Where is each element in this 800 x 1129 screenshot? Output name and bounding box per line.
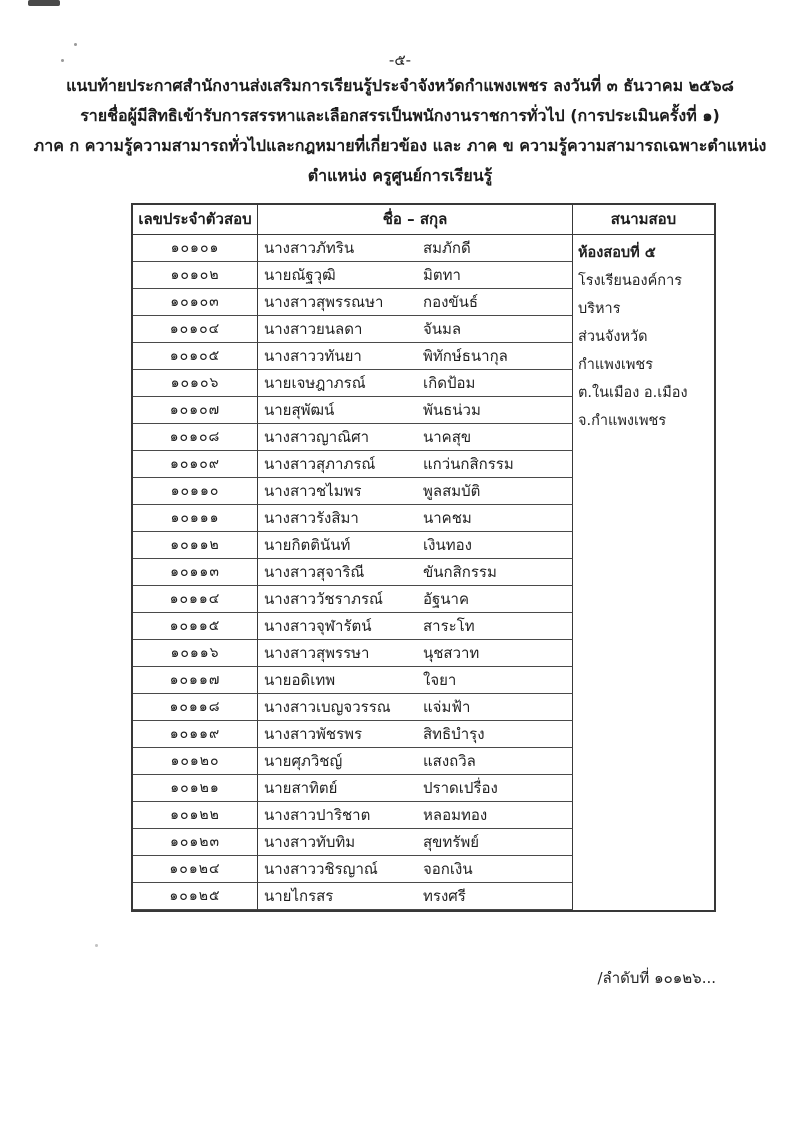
last-name: สาระโท bbox=[423, 617, 475, 635]
scan-speck bbox=[74, 43, 77, 46]
exam-room-label: ห้องสอบที่ ๕ bbox=[578, 245, 656, 261]
candidate-name-cell bbox=[258, 667, 573, 694]
candidate-name-cell bbox=[258, 721, 573, 748]
last-name: แสงถวิล bbox=[423, 752, 476, 770]
last-name: พันธน่วม bbox=[423, 401, 481, 419]
exam-id-cell: ๑๐๑๐๖ bbox=[133, 370, 258, 397]
first-name: นางสาวสุภาภรณ์ bbox=[264, 455, 376, 473]
exam-id-cell: ๑๐๑๐๘ bbox=[133, 424, 258, 451]
last-name: ทรงศรี bbox=[423, 887, 466, 905]
candidate-name-cell bbox=[258, 289, 573, 316]
first-name: นายศุภวิชญ์ bbox=[264, 752, 343, 770]
candidate-name-cell bbox=[258, 316, 573, 343]
first-name: นางสาวสุจาริณี bbox=[264, 563, 365, 581]
candidate-name-cell bbox=[258, 586, 573, 613]
exam-venue-cell bbox=[573, 235, 714, 910]
first-name: นางสาววัชราภรณ์ bbox=[264, 590, 383, 608]
footer-continuation-note: /ลำดับที่ ๑๐๑๒๖... bbox=[597, 969, 716, 987]
exam-id-cell: ๑๐๑๐๑ bbox=[133, 235, 258, 262]
exam-id-cell: ๑๐๑๐๗ bbox=[133, 397, 258, 424]
candidate-name-cell bbox=[258, 424, 573, 451]
first-name: นางสาวภัทริน bbox=[264, 239, 355, 257]
candidate-name-cell bbox=[258, 397, 573, 424]
last-name: แจ่มฟ้า bbox=[423, 698, 471, 716]
exam-id-cell: ๑๐๑๒๐ bbox=[133, 748, 258, 775]
column-header-name: ชื่อ – สกุล bbox=[258, 205, 573, 235]
candidate-name-cell bbox=[258, 235, 573, 262]
first-name: นายอดิเทพ bbox=[264, 671, 336, 689]
candidate-name-cell bbox=[258, 451, 573, 478]
exam-id-cell: ๑๐๑๐๙ bbox=[133, 451, 258, 478]
first-name: นายกิตตินันท์ bbox=[264, 536, 351, 554]
exam-id-cell: ๑๐๑๑๑ bbox=[133, 505, 258, 532]
candidate-name-cell bbox=[258, 262, 573, 289]
first-name: นายสาทิตย์ bbox=[264, 779, 338, 797]
candidate-name-cell bbox=[258, 532, 573, 559]
last-name: นาคชม bbox=[423, 509, 472, 527]
first-name: นางสาวยนลดา bbox=[264, 320, 363, 338]
candidate-name-cell bbox=[258, 370, 573, 397]
candidate-name-cell bbox=[258, 748, 573, 775]
first-name: นางสาวสุพรรษา bbox=[264, 644, 370, 662]
candidate-name-cell bbox=[258, 640, 573, 667]
last-name: ปราดเปรื่อง bbox=[423, 779, 498, 797]
exam-id-cell: ๑๐๑๑๐ bbox=[133, 478, 258, 505]
first-name: นางสาวพัชรพร bbox=[264, 725, 363, 743]
document-title-line-3: ภาค ก ความรู้ความสามารถทั่วไปและกฎหมายที่เกี่ยวข้อง และ ภาค ข ความรู้ความสามารถเฉพาะตำแหน่ง bbox=[33, 136, 767, 155]
venue-line: ต.ในเมือง อ.เมือง bbox=[578, 385, 688, 401]
first-name: นางสาววทันยา bbox=[264, 347, 362, 365]
last-name: แกว่นกสิกรรม bbox=[423, 455, 514, 473]
exam-id-cell: ๑๐๑๑๙ bbox=[133, 721, 258, 748]
last-name: มิตทา bbox=[423, 266, 461, 284]
last-name: เกิดป้อม bbox=[423, 374, 476, 392]
last-name: สมภักดี bbox=[423, 239, 471, 257]
document-title-line-1: แนบท้ายประกาศสำนักงานส่งเสริมการเรียนรู้ประจำจังหวัดกำแพงเพชร ลงวันที่ ๓ ธันวาคม ๒๕๖๘ bbox=[66, 76, 734, 95]
venue-line: ส่วนจังหวัดกำแพงเพชร bbox=[578, 329, 654, 373]
exam-id-cell: ๑๐๑๒๒ bbox=[133, 802, 258, 829]
first-name: นางสาวปาริชาต bbox=[264, 806, 371, 824]
page-number: -๕- bbox=[388, 51, 412, 69]
last-name: พิทักษ์ธนากุล bbox=[423, 347, 508, 365]
exam-id-cell: ๑๐๑๑๒ bbox=[133, 532, 258, 559]
candidate-name-cell bbox=[258, 829, 573, 856]
first-name: นายเจษฎาภรณ์ bbox=[264, 374, 366, 392]
first-name: นางสาวรังสิมา bbox=[264, 509, 359, 527]
exam-id-cell: ๑๐๑๐๕ bbox=[133, 343, 258, 370]
first-name: นางสาวญาณิศา bbox=[264, 428, 370, 446]
candidate-name-cell bbox=[258, 883, 573, 910]
last-name: กองขันธ์ bbox=[423, 293, 479, 311]
candidate-name-cell bbox=[258, 505, 573, 532]
candidate-table bbox=[131, 203, 716, 912]
last-name: หลอมทอง bbox=[423, 806, 488, 824]
exam-id-cell: ๑๐๑๐๓ bbox=[133, 289, 258, 316]
first-name: นางสาวสุพรรณษา bbox=[264, 293, 384, 311]
exam-id-cell: ๑๐๑๒๕ bbox=[133, 883, 258, 910]
last-name: สุขทรัพย์ bbox=[423, 833, 480, 851]
first-name: นางสาวเบญจวรรณ bbox=[264, 698, 391, 716]
venue-line: จ.กำแพงเพชร bbox=[578, 413, 667, 429]
first-name: นางสาวจุฬารัตน์ bbox=[264, 617, 372, 635]
first-name: นายณัฐวุฒิ bbox=[264, 266, 336, 284]
last-name: ใจยา bbox=[423, 671, 457, 689]
candidate-name-cell bbox=[258, 478, 573, 505]
first-name: นายไกรสร bbox=[264, 887, 334, 905]
candidate-name-cell bbox=[258, 694, 573, 721]
last-name: พูลสมบัติ bbox=[423, 482, 481, 500]
last-name: เงินทอง bbox=[423, 536, 472, 554]
exam-id-cell: ๑๐๑๒๔ bbox=[133, 856, 258, 883]
exam-id-cell: ๑๐๑๑๔ bbox=[133, 586, 258, 613]
scan-speck bbox=[95, 944, 98, 947]
last-name: นุชสวาท bbox=[423, 644, 480, 662]
first-name: นางสาวทับทิม bbox=[264, 833, 356, 851]
candidate-name-cell bbox=[258, 613, 573, 640]
candidate-name-cell bbox=[258, 343, 573, 370]
scan-smudge bbox=[28, 0, 60, 6]
column-header-venue: สนามสอบ bbox=[573, 205, 714, 235]
exam-id-cell: ๑๐๑๐๔ bbox=[133, 316, 258, 343]
candidate-name-cell bbox=[258, 775, 573, 802]
exam-id-cell: ๑๐๑๑๓ bbox=[133, 559, 258, 586]
exam-id-cell: ๑๐๑๒๑ bbox=[133, 775, 258, 802]
venue-line: โรงเรียนองค์การบริหาร bbox=[578, 273, 683, 317]
exam-id-cell: ๑๐๑๑๖ bbox=[133, 640, 258, 667]
first-name: นางสาววชิรญาณ์ bbox=[264, 860, 378, 878]
last-name: ขันกสิกรรม bbox=[423, 563, 497, 581]
exam-id-cell: ๑๐๑๑๗ bbox=[133, 667, 258, 694]
exam-id-cell: ๑๐๑๐๒ bbox=[133, 262, 258, 289]
last-name: จอกเงิน bbox=[423, 860, 473, 878]
exam-id-cell: ๑๐๑๑๘ bbox=[133, 694, 258, 721]
first-name: นายสุพัฒน์ bbox=[264, 401, 335, 419]
document-title-line-4: ตำแหน่ง ครูศูนย์การเรียนรู้ bbox=[307, 166, 493, 185]
exam-id-cell: ๑๐๑๒๓ bbox=[133, 829, 258, 856]
candidate-name-cell bbox=[258, 802, 573, 829]
column-header-exam-id: เลขประจำตัวสอบ bbox=[133, 205, 258, 235]
last-name: สิทธิบำรุง bbox=[423, 725, 485, 743]
candidate-name-cell bbox=[258, 559, 573, 586]
exam-id-cell: ๑๐๑๑๕ bbox=[133, 613, 258, 640]
last-name: จันมล bbox=[423, 320, 462, 338]
last-name: อัฐนาค bbox=[423, 590, 469, 608]
candidate-name-cell bbox=[258, 856, 573, 883]
document-title-line-2: รายชื่อผู้มีสิทธิเข้ารับการสรรหาและเลือกสรรเป็นพนักงานราชการทั่วไป (การประเมินครั้งที่ ๑) bbox=[80, 106, 720, 125]
last-name: นาคสุข bbox=[423, 428, 472, 446]
first-name: นางสาวชไมพร bbox=[264, 482, 362, 500]
